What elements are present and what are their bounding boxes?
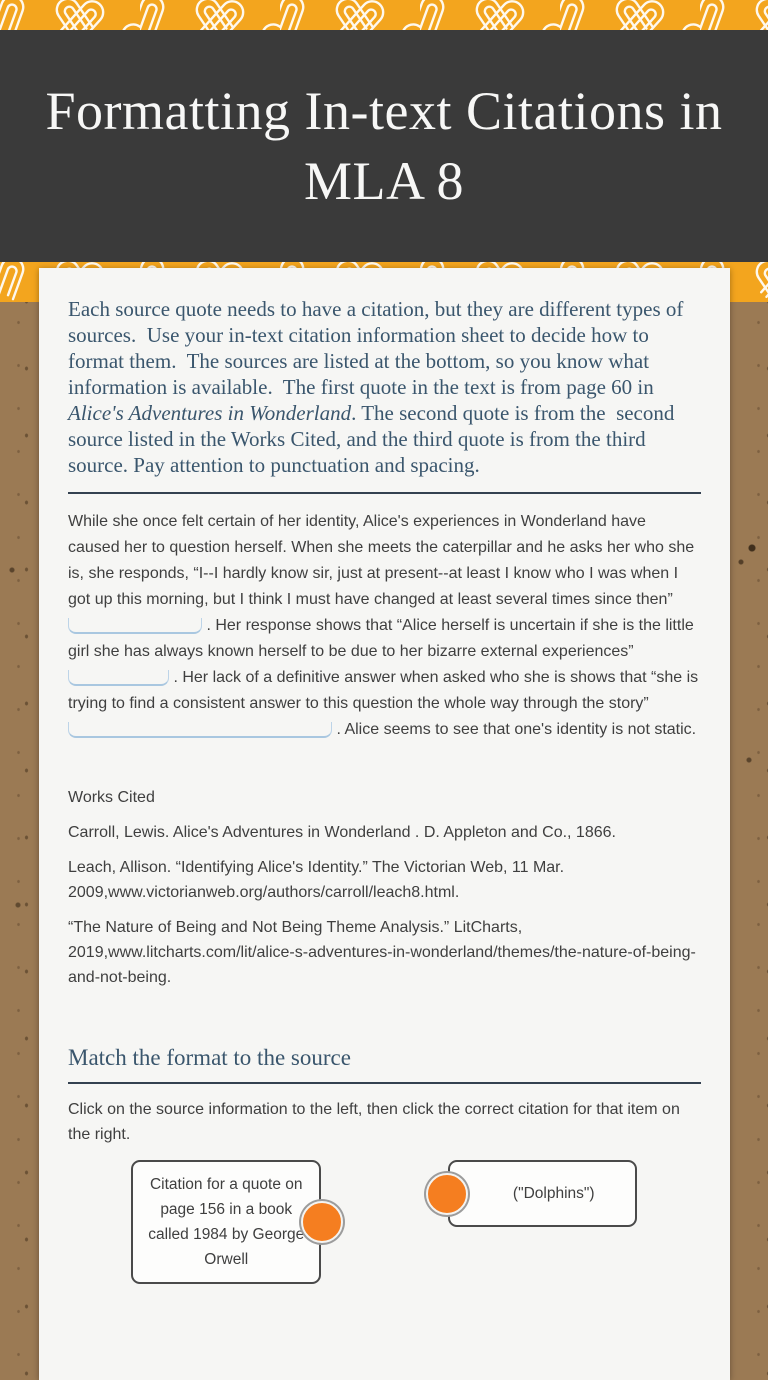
intro-book-title: Alice's Adventures in Wonderland [68, 401, 352, 425]
match-section-divider [68, 1082, 701, 1084]
works-cited-entry-1: Carroll, Lewis. Alice's Adventures in Wonderland . D. Appleton and Co., 1866. [68, 824, 616, 841]
match-citation-label: ("Dolphins") [512, 1185, 595, 1202]
paperclip-pattern-icon [0, 0, 768, 30]
passage-part1: While she once felt certain of her identity, Alice's experiences in Wonderland have caused her to question herself. When she meets the caterpillar and he asks her who she is, she responds, “I--I hardly know sir, just at present--at least I know who I was when I got up this morning, but I think I must have changed at least several times since then” [68, 513, 699, 608]
passage-part4: . Alice seems to see that one's identity is not static. [332, 721, 697, 738]
fill-in-passage [68, 509, 701, 743]
works-cited-section [68, 785, 701, 990]
worksheet-header [0, 30, 768, 262]
passage-part2: . Her response shows that “Alice herself is uncertain if she is the little girl she has always known herself to be due to her bizarre external experiences” [68, 617, 699, 660]
worksheet-card [39, 268, 730, 1380]
match-citation-card[interactable] [448, 1160, 637, 1227]
passage-part3: . Her lack of a definitive answer when asked who she is shows that “she is trying to find a consistent answer to this question the whole way through the story” [68, 669, 703, 712]
section-divider [68, 492, 701, 494]
matching-area [68, 1160, 701, 1284]
match-right-column [385, 1160, 702, 1284]
works-cited-entry-2: Leach, Allison. “Identifying Alice's Identity.” The Victorian Web, 11 Mar. 2009,www.victorianweb.org/authors/carroll/leach8.html. [68, 859, 565, 901]
works-cited-entry-3: “The Nature of Being and Not Being Theme Analysis.” LitCharts, 2019,www.litcharts.com/lit/alice-s-adventures-in-wonderland/themes/the-nature-of-being-and-not-being. [68, 919, 696, 986]
match-left-column [68, 1160, 385, 1284]
match-section-heading: Match the format to the source [68, 1045, 351, 1070]
citation-answer-blank-2[interactable] [68, 670, 169, 686]
match-source-card[interactable] [131, 1160, 321, 1284]
citation-answer-blank-1[interactable] [68, 618, 202, 634]
match-instructions: Click on the source information to the left, then click the correct citation for that item on the right. [68, 1101, 680, 1143]
intro-part1: Each source quote needs to have a citation, but they are different types of sources. Use your in-text citation information sheet to decide how to format them. The sources are listed at the bottom, so you know what information is available. The first quote in the text is from page 60 in [68, 297, 689, 399]
intro-instructions [68, 296, 701, 478]
worksheet-title: Formatting In-text Citations in MLA 8 [45, 80, 723, 211]
match-source-label: Citation for a quote on page 156 in a book called 1984 by George Orwell [148, 1176, 305, 1268]
connector-dot-icon[interactable] [426, 1173, 468, 1215]
works-cited-heading: Works Cited [68, 789, 155, 806]
paperclip-band-top [0, 0, 768, 30]
intro-part2: . The second quote is from the second source listed in the Works Cited, and the third quote is from the third source. Pay attention to punctuation and spacing. [68, 401, 680, 477]
citation-answer-blank-3[interactable] [68, 722, 332, 738]
connector-dot-icon[interactable] [301, 1201, 343, 1243]
